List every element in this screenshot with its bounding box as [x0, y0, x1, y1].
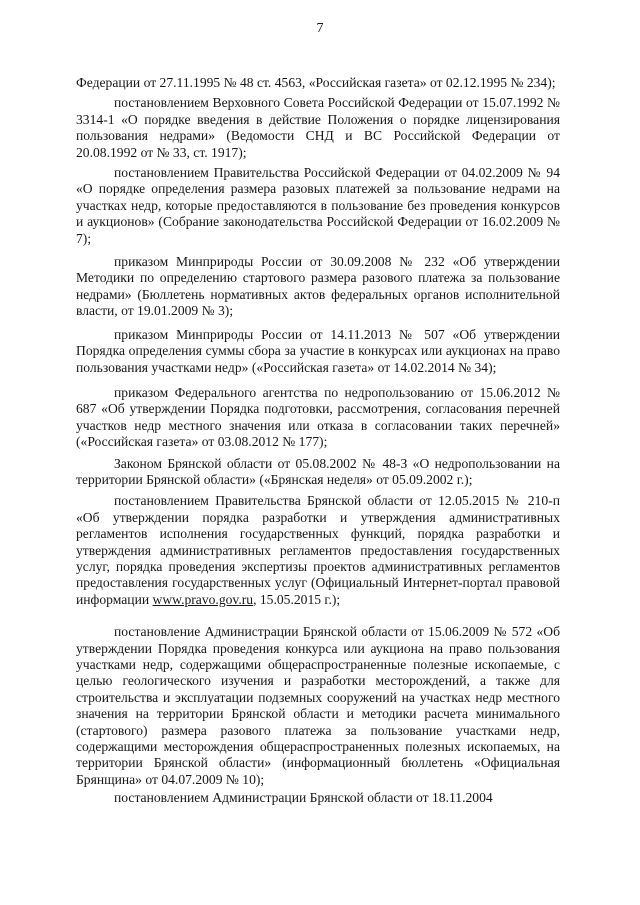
paragraph-federal-law-continuation: Федерации от 27.11.1995 № 48 ст. 4563, «Российская газета» от 02.12.1995 № 234);	[76, 75, 556, 90]
page-number: 7	[316, 21, 324, 36]
paragraph-text: постановлением Правительства Брянской области от 12.05.2015 № 210-п «Об утверждении порядка разработки и утверждения административных регламентов исполнения государственных функций, порядка разработки и утверждения административных регламентов предоставления государственных услуг, порядка проведения экспертизы проектов административных регламентов предоставления государственных услуг (Официальный Интернет-портал правовой информации	[76, 493, 560, 607]
paragraph-minprirody-order-507: приказом Минприроды России от 14.11.2013 № 507 «Об утверждении Порядка определения суммы сбора за участие в конкурсах или аукционах на право пользования участками недр» («Российская газета» от 14.02.2014 № 34);	[76, 326, 560, 375]
document-body	[76, 75, 560, 807]
paragraph-minprirody-order-232: приказом Минприроды России от 30.09.2008 № 232 «Об утверждении Методики по определению стартового размера разового платежа за пользование недрами» (Бюллетень нормативных актов федеральных органов исполнительной власти, от 19.01.2009 № 3);	[76, 254, 560, 319]
paragraph-rosnedra-order-687: приказом Федерального агентства по недропользованию от 15.06.2012 № 687 «Об утверждении Порядка подготовки, рассмотрения, согласования перечней участков недр местного значения или отказа в согласовании таких перечней» («Российская газета» от 03.08.2012 № 177);	[76, 384, 560, 450]
paragraph-government-resolution-94: постановлением Правительства Российской Федерации от 04.02.2009 № 94 «О порядке определения размера разовых платежей за пользование недрами на участках недр, которые предоставляются в пользование без проведения конкурсов и аукционов» (Собрание законодательства Российской Федерации от 16.02.2009 № 7);	[76, 165, 560, 246]
paragraph-supreme-council-resolution: постановлением Верховного Совета Российской Федерации от 15.07.1992 № 3314-1 «О порядке введения в действие Положения о порядке лицензирования пользования недрами» (Ведомости СНД и ВС Российской Федерации от 20.08.1992 от № 33, ст. 1917);	[76, 95, 560, 160]
paragraph-bryansk-government-resolution-210	[76, 493, 560, 608]
pravo-gov-link[interactable]: www.pravo.gov.ru	[152, 591, 254, 607]
paragraph-bryansk-law-48: Законом Брянской области от 05.08.2002 № 48-З «О недропользовании на территории Брянской области» («Брянская неделя» от 05.09.2002 г.);	[76, 455, 560, 487]
paragraph-bryansk-administration-resolution-572: постановление Администрации Брянской области от 15.06.2009 № 572 «Об утверждении Порядка проведения конкурса или аукциона на право пользования участками недр, содержащими общераспространенные полезные ископаемые, с целью геологического изучения и разработки месторождений, а также для строительства и эксплуатации подземных сооружений на участках недр местного значения на территории Брянской области и методики расчета минимального (стартового) размера разового платежа за пользование участками недр, содержащими месторождения общераспространенных полезных ископаемых, на территории Брянской области» (информационный бюллетень «Официальная Брянщина» от 04.07.2009 № 10);	[76, 624, 560, 787]
paragraph-tail: , 15.05.2015 г.);	[253, 591, 341, 607]
paragraph-bryansk-administration-resolution-2004: постановлением Администрации Брянской области от 18.11.2004	[114, 790, 493, 806]
